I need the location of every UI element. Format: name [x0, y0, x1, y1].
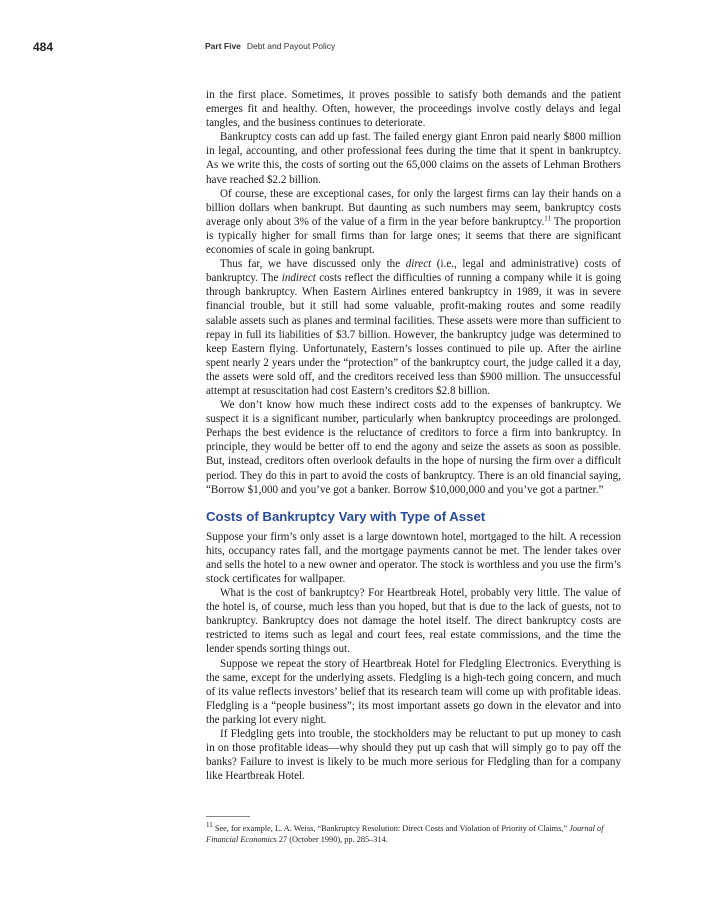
- emphasis-direct: direct: [405, 258, 432, 271]
- section-heading: Costs of Bankruptcy Vary with Type of Asset: [206, 508, 486, 524]
- body-text: [206, 88, 621, 783]
- paragraph-text: Of course, these are exceptional cases, for only the largest firms can lay their hands on a billion dollars when bankrupt. But daunting as such numbers may seem, bankruptcy costs average only about 3% of the value of a firm in the year before bankruptcy.: [206, 187, 621, 228]
- paragraph: If Fledgling gets into trouble, the stockholders may be reluctant to put up money to cash in on those profitable ideas—why should they put up cash that will simply go to pay off the banks? Failure to invest is likely to be much more serious for Fledgling than for a company like Heartbreak Hotel.: [206, 728, 621, 783]
- footnote-journal: Journal of Financial Economics: [206, 824, 604, 844]
- part-title: Debt and Payout Policy: [246, 41, 336, 51]
- footnote-citation: 27 (October 1990), pp. 285–314.: [276, 835, 388, 844]
- emphasis-indirect: indirect: [281, 272, 316, 285]
- paragraph: Bankruptcy costs can add up fast. The failed energy giant Enron paid nearly $800 million in legal, accounting, and other professional fees during the time that it spent in bankruptcy. As we write this, the costs of sorting out the 65,000 claims on the assets of Lehman Brothers have reached $2.2 billion.: [206, 131, 621, 186]
- footnote-text: See, for example, L. A. Weiss, “Bankruptcy Resolution: Direct Costs and Violation of Priority of Claims,”: [212, 824, 570, 833]
- footnote-divider: [206, 816, 250, 817]
- paragraph: We don’t know how much these indirect costs add to the expenses of bankruptcy. We suspect it is a significant number, particularly when bankruptcy proceedings are prolonged. Perhaps the best evidence is the reluctance of creditors to force a firm into bankruptcy. In principle, they would be better off to end the agony and seize the assets as soon as possible. But, instead, creditors often overlook defaults in the hope of nursing the firm over a difficult period. They do this in part to avoid the costs of bankruptcy. There is an old financial saying, “Borrow $1,000 and you’ve got a banker. Borrow $10,000,000 and you’ve got a partner.”: [206, 399, 621, 496]
- paragraph: in the first place. Sometimes, it proves possible to satisfy both demands and the patient emerges fit and healthy. Often, however, the proceedings involve costly delays and legal tangles, and the business continues to deteriorate.: [206, 89, 621, 130]
- running-title: [205, 41, 335, 51]
- part-label: Part Five: [205, 41, 241, 51]
- paragraph: [206, 257, 621, 398]
- paragraph-text: Thus far, we have discussed only the: [220, 258, 406, 271]
- paragraph-text: The proportion is typically higher for small firms than for large ones; it seems that there are significant economies of scale in going bankrupt.: [206, 215, 621, 257]
- running-header: [33, 40, 673, 56]
- paragraph: [206, 187, 621, 257]
- footnote-number: 11: [206, 821, 213, 830]
- footnote: [206, 823, 626, 845]
- paragraph-text: costs reflect the difficulties of running a company while it is going through bankruptcy. When Eastern Airlines entered bankruptcy in 1989, it was in severe financial trouble, but it still had some valuable, profit-making routes and some readily salable assets such as planes and terminal facilities. These assets were more than sufficient to repay in full its liabilities of $3.7 billion. However, the bankruptcy judge was determined to keep Eastern flying. Unfortunately, Eastern’s losses continued to pile up. After the airline spent nearly 2 years under the “protection” of the bankruptcy court, the judge called it a day, the assets were sold off, and the creditors received less than $900 million. The unsuccessful attempt at resuscitation had cost Eastern’s creditors $2.8 billion.: [206, 272, 621, 397]
- paragraph: What is the cost of bankruptcy? For Heartbreak Hotel, probably very little. The value of the hotel is, of course, much less than you hoped, but that is due to the lack of guests, not to bankruptcy. Bankruptcy does not damage the hotel itself. The direct bankruptcy costs are restricted to items such as legal and court fees, real estate commissions, and the time the lender spends sorting things out.: [206, 587, 621, 656]
- page-number: 484: [33, 40, 54, 54]
- paragraph-text: (i.e., legal and administrative) costs of bankruptcy. The: [206, 258, 622, 285]
- paragraph: Suppose your firm’s only asset is a large downtown hotel, mortgaged to the hilt. A recession hits, occupancy rates fall, and the mortgage payments cannot be met. The lender takes over and sells the hotel to a new owner and operator. The stock is worthless and you use the firm’s stock certificates for wallpaper.: [206, 530, 621, 585]
- footnote-reference[interactable]: 11: [544, 214, 551, 223]
- paragraph: Suppose we repeat the story of Heartbreak Hotel for Fledgling Electronics. Everything is the same, except for the underlying assets. Fledgling is a high-tech going concern, and much of its value reflects investors’ belief that its research team will come up with profitable ideas. Fledgling is a “people business”; its most important assets go down in the elevator and into the parking lot every night.: [206, 657, 621, 726]
